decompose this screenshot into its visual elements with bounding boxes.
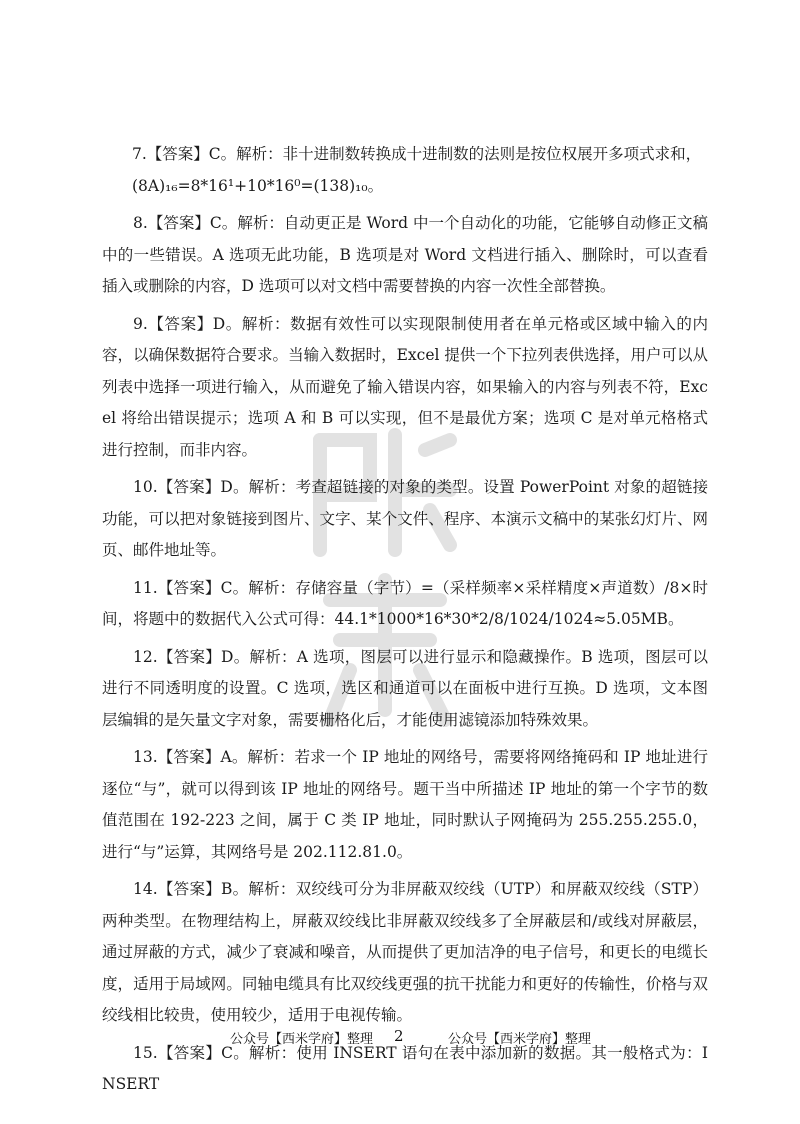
answer-paragraph-q15: 15.【答案】C。解析：使用 INSERT 语句在表中添加新的数据。其一般格式为：INSERT (102, 1043, 708, 1093)
paragraph-text: 7.【答案】C。解析：非十进制数转换成十进制数的法则是按位权展开多项式求和， (132, 145, 702, 163)
page-number: 2 (394, 1027, 404, 1045)
answer-paragraph-q12: 12.【答案】D。解析：A 选项，图层可以进行显示和隐藏操作。B 选项，图层可以进行不同透明度的设置。C 选项，选区和通道可以在面板中进行互换。D 选项，文本图层编辑的是矢量文字对象，需要栅格化后，才能使用滤镜添加特殊效果。 (102, 647, 708, 729)
answer-paragraph-q14: 14.【答案】B。解析：双绞线可分为非屏蔽双绞线（UTP）和屏蔽双绞线（STP）两种类型。在物理结构上，屏蔽双绞线比非屏蔽双绞线多了全屏蔽层和/或线对屏蔽层，通过屏蔽的方式，减少了衰减和噪音，从而提供了更加洁净的电子信号，和更长的电缆长度，适用于局域网。同轴电缆具有比双绞线更强的抗干扰能力和更好的传输性，价格与双绞线相比较贵，使用较少，适用于电视传输。 (102, 880, 708, 1024)
footer-source-right: 公众号【西米学府】整理 (448, 1032, 592, 1047)
answer-paragraph-q7 (102, 139, 708, 202)
answer-paragraph-q13: 13.【答案】A。解析：若求一个 IP 地址的网络号，需要将网络掩码和 IP 地址进行逐位“与”，就可以得到该 IP 地址的网络号。题干当中所描述 IP 地址的第一个字节的数值范围在 192-223 之间，属于 C 类 IP 地址，同时默认子网掩码为 255.255.255.0，进行“与”运算，其网络号是 202.112.81.0。 (102, 748, 708, 861)
answer-paragraph-q11: 11.【答案】C。解析：存储容量（字节）=（采样频率×采样精度×声道数）/8×时间，将题中的数据代入公式可得：44.1*1000*16*30*2/8/1024/1024≈5.05MB。 (102, 578, 708, 628)
conversion-formula: (8A)₁₆=8*16¹+10*16⁰=(138)₁₀。 (132, 176, 384, 195)
answer-paragraph-q10: 10.【答案】D。解析：考查超链接的对象的类型。设置 PowerPoint 对象的超链接功能，可以把对象链接到图片、文字、某个文件、程序、本演示文稿中的某张幻灯片、网页、邮件地址等。 (102, 478, 708, 559)
answer-paragraph-q8: 8.【答案】C。解析：自动更正是 Word 中一个自动化的功能，它能够自动修正文稿中的一些错误。A 选项无此功能，B 选项是对 Word 文档进行插入、删除时，可以查看插入或删除的内容，D 选项可以对文档中需要替换的内容一次性全部替换。 (102, 214, 708, 295)
answer-explanations (102, 139, 708, 1107)
answer-paragraph-q9: 9.【答案】D。解析：数据有效性可以实现限制使用者在单元格或区域中输入的内容，以确保数据符合要求。当输入数据时，Excel 提供一个下拉列表供选择，用户可以从列表中选择一项进行输入，从而避免了输入错误内容，如果输入的内容与列表不符，Excel 将给出错误提示；选项 A 和 B 可以实现，但不是最优方案；选项 C 是对单元格格式进行控制，而非内容。 (102, 314, 708, 459)
footer-source-left: 公众号【西米学府】整理 (230, 1032, 374, 1047)
